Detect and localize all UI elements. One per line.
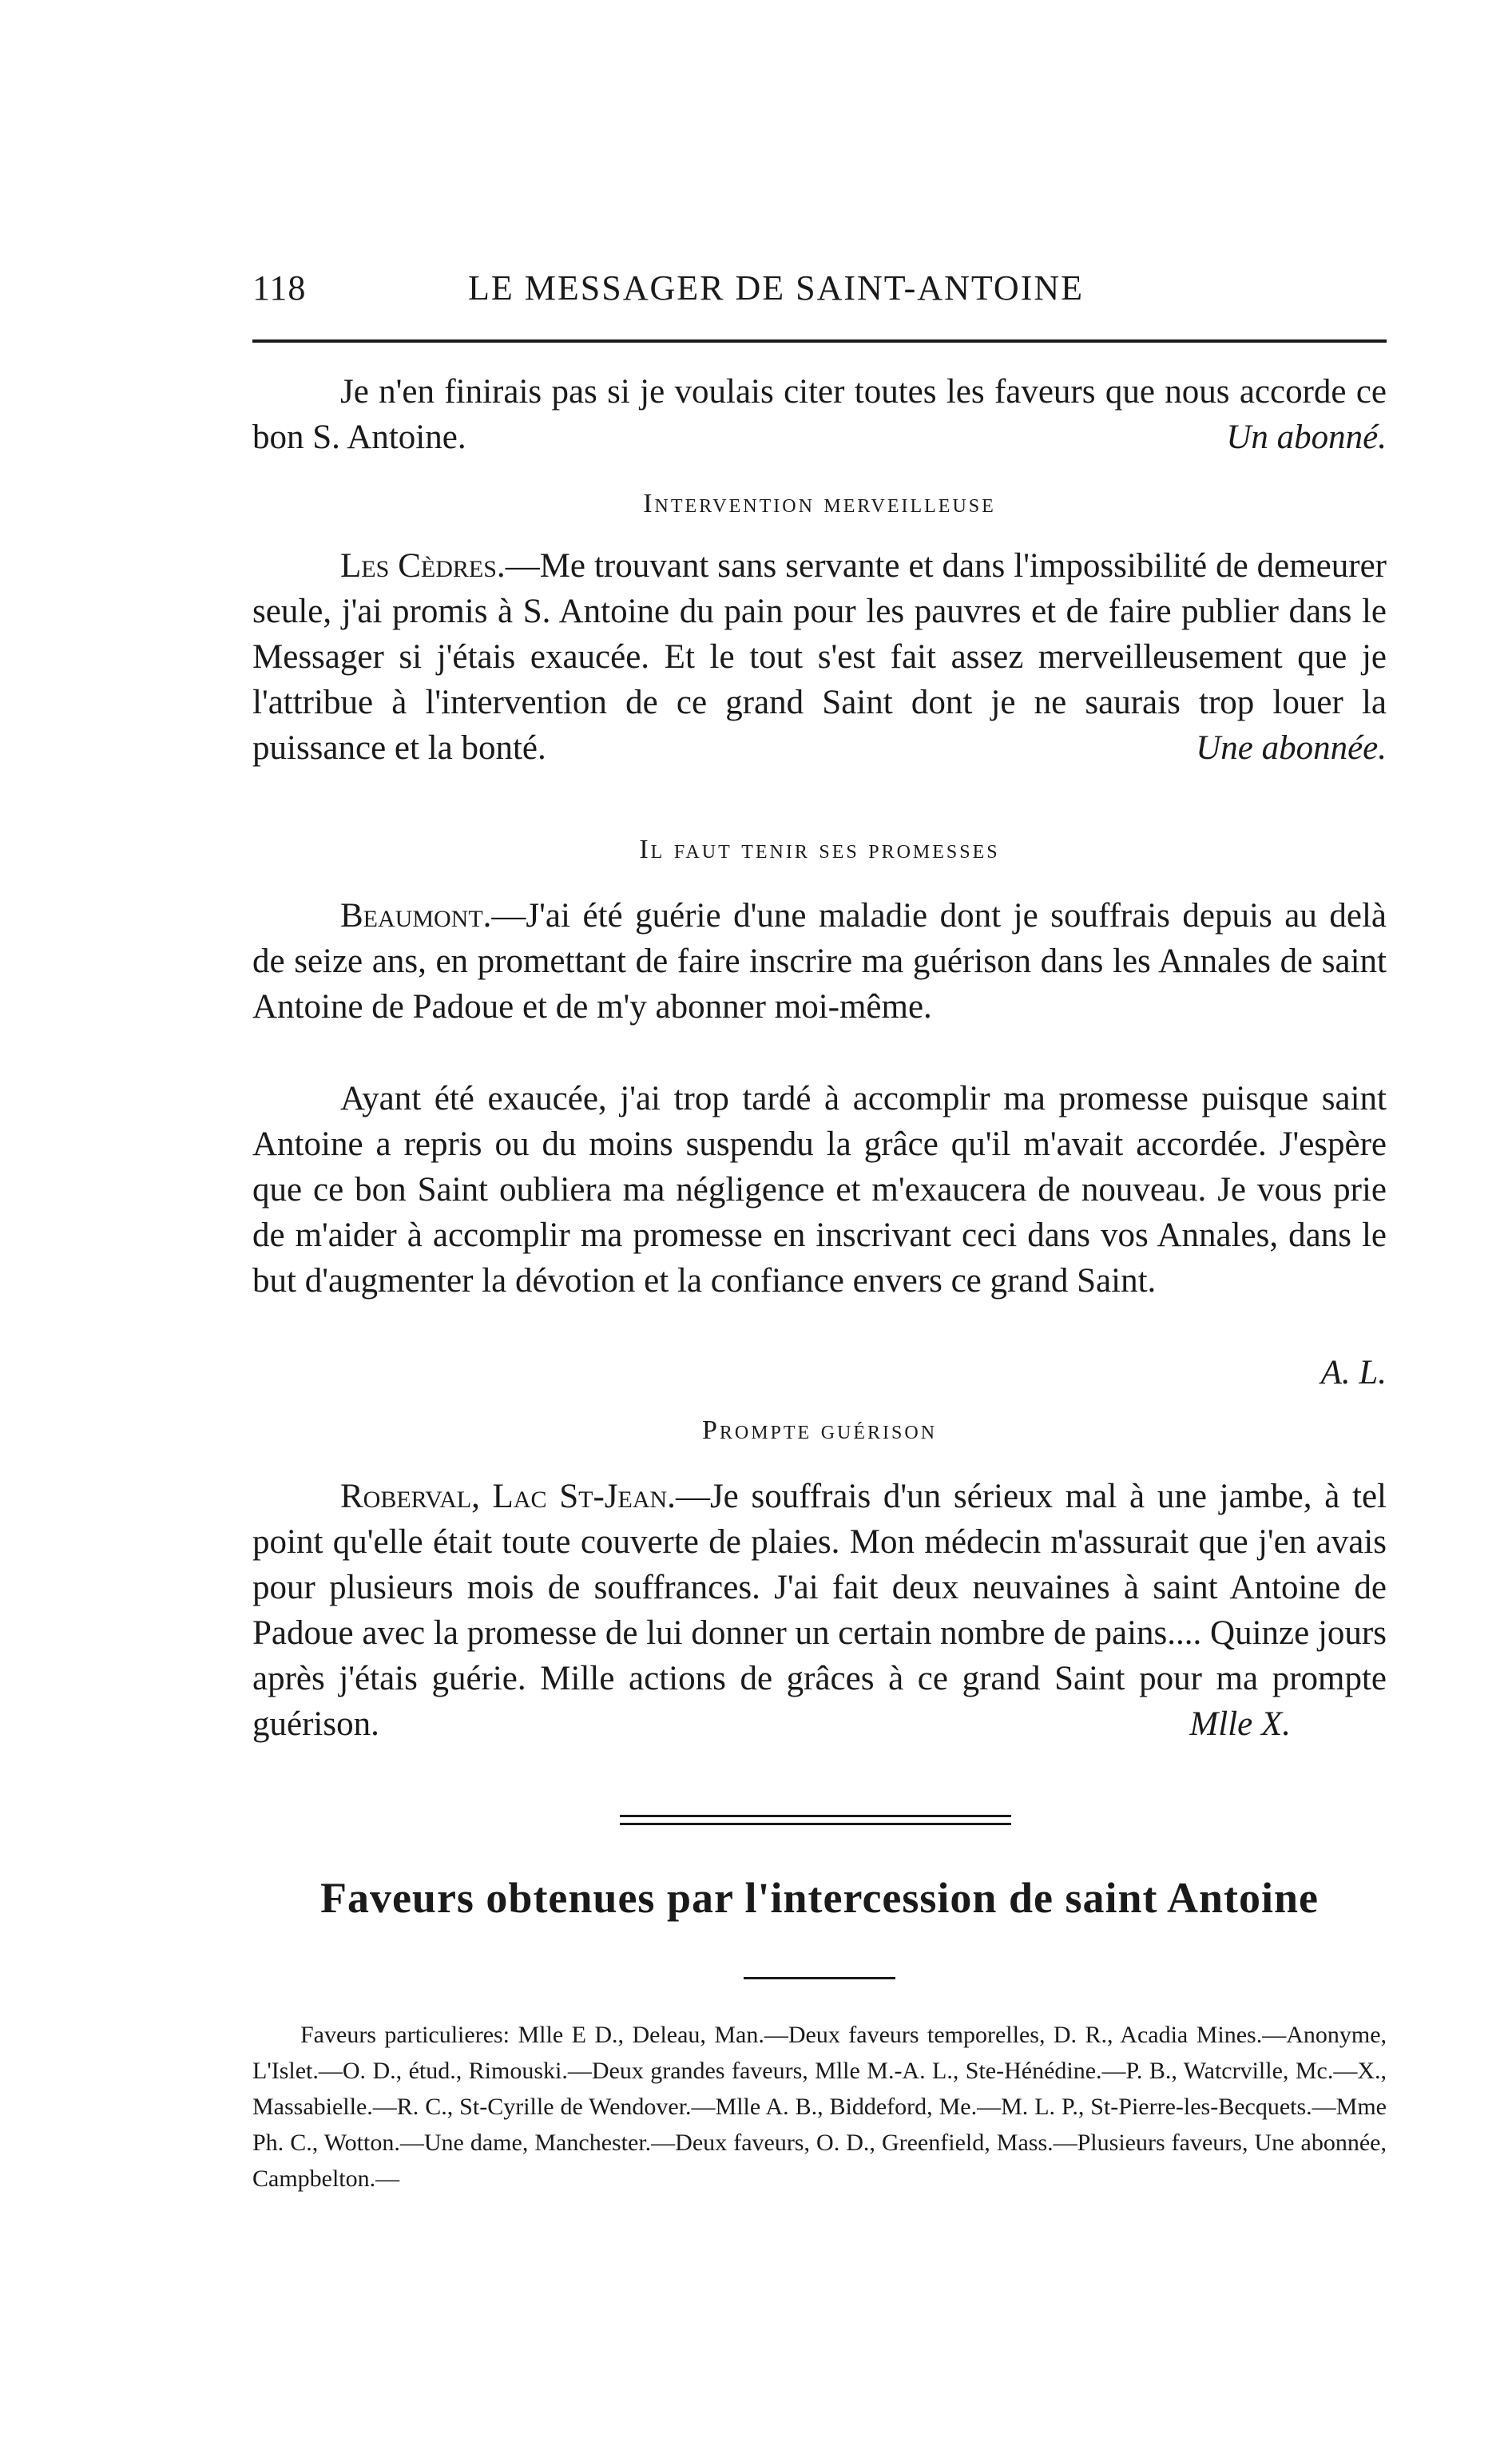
double-rule-bottom: [620, 1823, 1011, 1825]
favors-text: Mlle E D., Deleau, Man.—Deux faveurs temporelles, D. R., Acadia Mines.—Anonyme, L'Islet.—O. D., étud., Rimouski.—Deux grandes faveurs, Mlle M.-A. L., Ste-Hénédine.—P. B., Watcrville, Mc.—X., Massabielle.—R. C., St-Cyrille de Wendover.—Mlle A. B., Biddeford, Me.—M. L. P., St-Pierre-les-Becquets.—Mme Ph. C., Wotton.—Une dame, Manchester.—Deux faveurs, O. D., Greenfield, Mass.—Plusieurs faveurs, Une abonnée, Campbelton.—: [252, 2022, 1387, 2192]
section-heading-2: Il faut tenir ses promesses: [639, 835, 1000, 864]
page-number: 118: [252, 268, 307, 308]
running-title: LE MESSAGER DE SAINT-ANTOINE: [468, 268, 1084, 308]
favors-label: Faveurs particulieres:: [300, 2022, 510, 2048]
intro-text: Je n'en finirais pas si je voulais citer toutes les faveurs que nous accorde ce bon S. Antoine.: [252, 373, 1387, 456]
page-header: [252, 268, 1387, 323]
section3-signature: Mlle X.: [1189, 1705, 1291, 1743]
section1-text: —Me trouvant sans servante et dans l'impossibilité de demeurer seule, j'ai promis à S. Antoine du pain pour les pauvres et de faire publier dans le Messager si j'étais exaucée. Et le tout s'est fait assez merveilleusement que je l'attribue à l'intervention de ce grand Saint dont je ne saurais trop louer la puissance et la bonté.: [252, 547, 1387, 767]
section3-text: —Je souffrais d'un sérieux mal à une jambe, à tel point qu'elle était toute couverte de plaies. Mon médecin m'assurait que j'en avais pour plusieurs mois de souffrances. J'ai fait deux neuvaines à saint Antoine de Padoue avec la promesse de lui donner un certain nombre de pains.... Quinze jours après j'étais guérie. Mille actions de grâces à ce grand Saint pour ma prompte guérison.: [252, 1478, 1387, 1743]
section1-signature: Une abonnée.: [1196, 729, 1387, 767]
section3-place: Roberval, Lac St-Jean.: [340, 1478, 676, 1515]
favors-paragraph: [252, 2017, 1387, 2197]
section1-paragraph: [252, 543, 1387, 771]
header-rule: [252, 339, 1387, 343]
section2-paragraph1: [252, 893, 1387, 1030]
section2-place: Beaumont.: [340, 897, 492, 935]
section2-signature: A. L.: [1320, 1354, 1387, 1391]
section-heading-1: Intervention merveilleuse: [643, 489, 996, 518]
section3-paragraph: [252, 1474, 1387, 1747]
favors-title: Faveurs obtenues par l'intercession de saint Antoine: [319, 1874, 1320, 1922]
intro-signature: Un abonné.: [1226, 419, 1387, 456]
section-heading-3: Prompte guérison: [701, 1415, 938, 1445]
section2-paragraph2: Ayant été exaucée, j'ai trop tardé à accomplir ma promesse puisque saint Antoine a repris ou du moins suspendu la grâce qu'il m'avait accordée. J'espère que ce bon Saint oubliera ma négligence et m'exaucera de nouveau. Je vous prie de m'aider à accomplir ma promesse en inscrivant ceci dans vos Annales, dans le but d'augmenter la dévotion et la confiance envers ce grand Saint.: [252, 1080, 1387, 1300]
short-rule: [744, 1977, 895, 1979]
section2-para1: —J'ai été guérie d'une maladie dont je souffrais depuis au delà de seize ans, en promettant de faire inscrire ma guérison dans les Annales de saint Antoine de Padoue et de m'y abonner moi-même.: [252, 897, 1387, 1026]
intro-paragraph: [252, 369, 1387, 460]
double-rule-top: [620, 1815, 1011, 1817]
section1-place: Les Cèdres.: [340, 547, 506, 585]
